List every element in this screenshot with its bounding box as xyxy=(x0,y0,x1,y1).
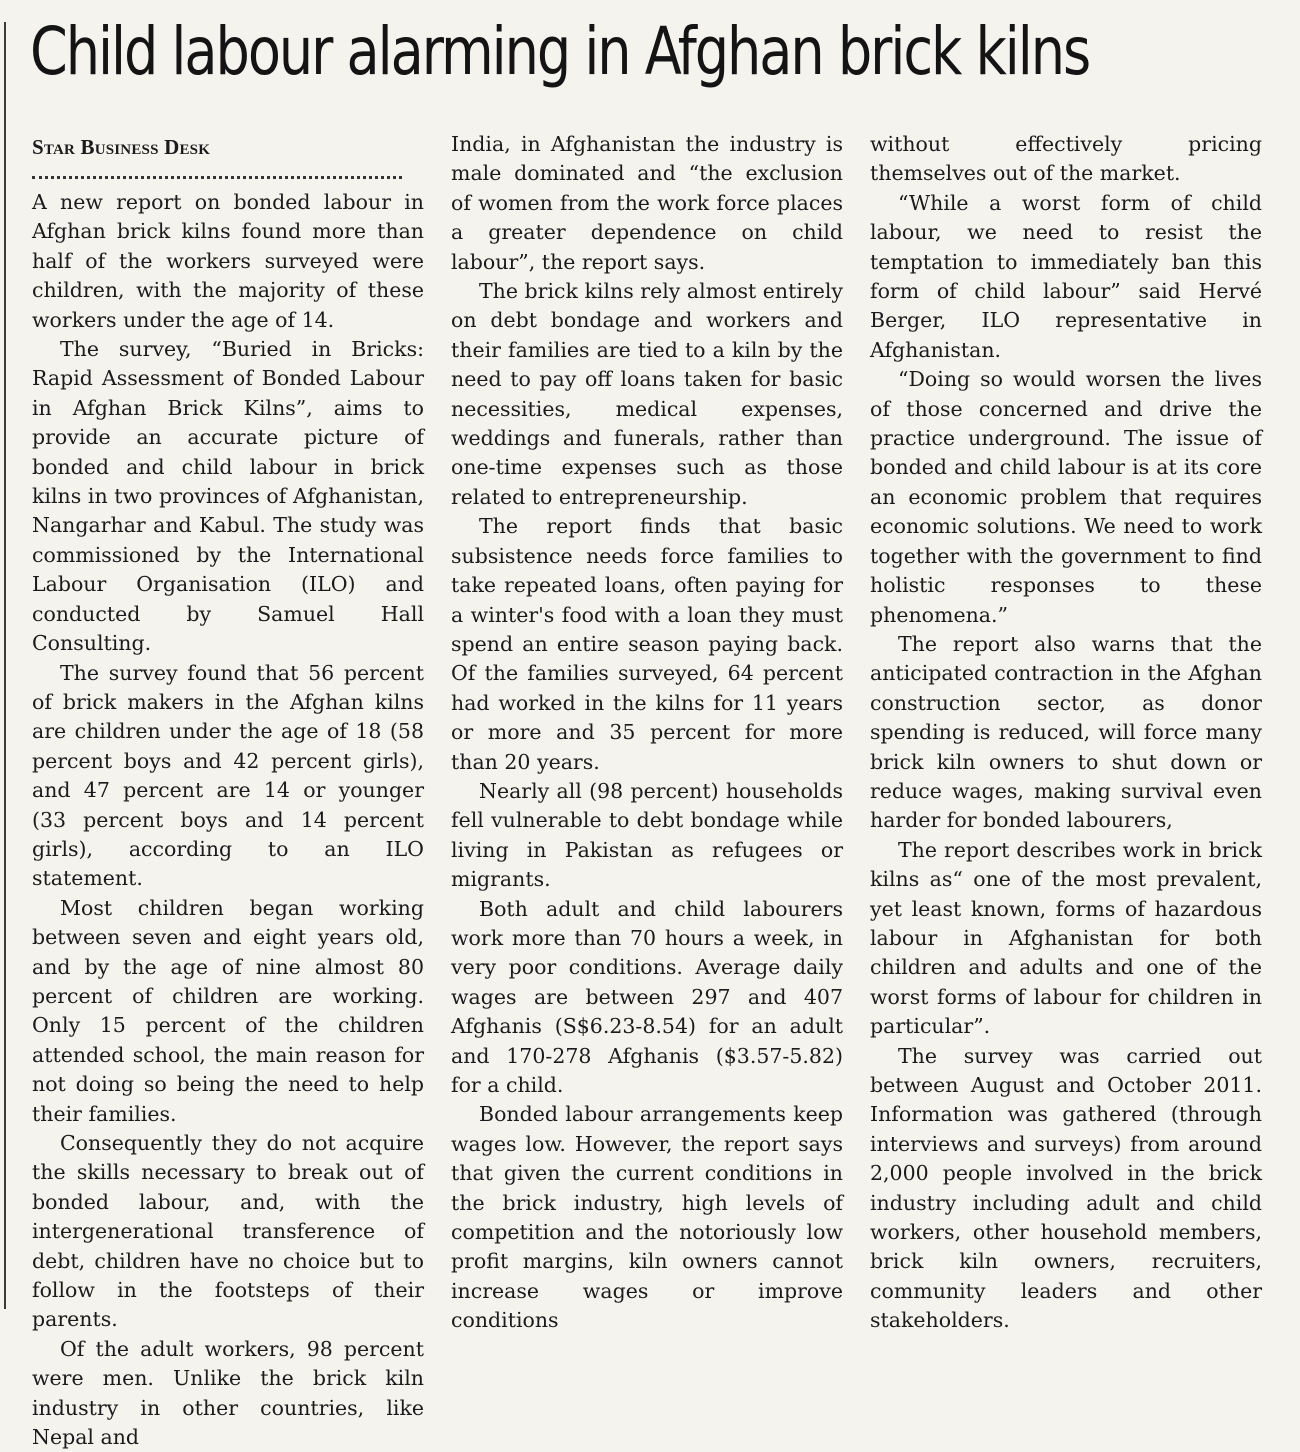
paragraph: The brick kilns rely almost entirely on debt bondage and workers and their families are tied to a kiln by the need to pay off loans taken for basic necessities, medical expenses, weddings and funerals, rather than one-time expenses such as those related to entrepreneurship. xyxy=(451,279,843,509)
paragraph: The report describes work in brick kilns as“ one of the most prevalent, yet least known, forms of hazardous labour in Afghanistan for both children and adults and one of the worst forms of labour for children in particular”. xyxy=(870,837,1262,1039)
byline: Star Business Desk xyxy=(32,135,211,159)
paragraph: The survey found that 56 percent of brick makers in the Afghan kilns are children under the age of 18 (58 percent boys and 42 percent girls), and 47 percent are 14 or younger (33 percent boys and 14 percent girls), according to an ILO statement. xyxy=(32,660,424,891)
paragraph: “While a worst form of child labour, we need to resist the temptation to immediately ban this form of child labour” said Hervé Berger, ILO representative in Afghanistan. xyxy=(870,190,1262,362)
paragraph: The report also warns that the anticipated contraction in the Afghan construction sector, as donor spending is reduced, will force many brick kiln owners to shut down or reduce wages, making survival even harder for bonded labourers, xyxy=(870,631,1262,833)
paragraph: The report finds that basic subsistence needs force families to take repeated loans, often paying for a winter's food with a loan they must spend an entire season paying back. Of the families surveyed, 64 percent had worked in the kilns for 11 years or more and 35 percent for more than 20 years. xyxy=(451,514,843,774)
paragraph: Nearly all (98 percent) households fell vulnerable to debt bondage while living in Pakistan as refugees or migrants. xyxy=(451,778,843,892)
paragraph: The survey was carried out between August and October 2011. Information was gathered (through interviews and surveys) from around 2,000 people involved in the brick industry including adult and child workers, other household members, brick kiln owners, recruiters, community leaders and other stakeholders. xyxy=(870,1043,1262,1333)
paragraph: A new report on bonded labour in Afghan brick kilns found more than half of the workers surveyed were children, with the majority of these workers under the age of 14. xyxy=(32,190,424,332)
left-column-rule xyxy=(4,22,6,1309)
article-column-3 xyxy=(870,130,1262,1336)
paragraph: “Doing so would worsen the lives of those concerned and drive the practice underground. The issue of bonded and child labour is at its core an economic problem that requires economic solutions. We need to work together with the government to find holistic responses to these phenomena.” xyxy=(870,367,1262,627)
article-column-2 xyxy=(451,130,843,1336)
article-column-1 xyxy=(32,130,424,1452)
paragraph: Both adult and child labourers work more than 70 hours a week, in very poor conditions. Average daily wages are between 297 and 407 Afghanis (S$6.23-8.54) for an adult and 170-278 Afghanis ($3.57-5.82) for a child. xyxy=(451,896,843,1097)
byline-dotted-rule xyxy=(32,164,402,179)
paragraph: Consequently they do not acquire the skills necessary to break out of bonded labour, and, with the intergenerational transference of debt, children have no choice but to follow in the footsteps of their parents. xyxy=(32,1131,424,1332)
paragraph: Of the adult workers, 98 percent were men. Unlike the brick kiln industry in other countries, like Nepal and xyxy=(32,1336,424,1450)
paragraph: The survey, “Buried in Bricks: Rapid Assessment of Bonded Labour in Afghan Brick Kilns”, aims to provide an accurate picture of bonded and child labour in brick kilns in two provinces of Afghanistan, Nangarhar and Kabul. The study was commissioned by the International Labour Organisation (ILO) and conducted by Samuel Hall Consulting. xyxy=(32,337,424,656)
paragraph: India, in Afghanistan the industry is male dominated and “the exclusion of women from the work force places a greater dependence on child labour”, the report says. xyxy=(451,132,843,274)
headline: Child labour alarming in Afghan brick kilns xyxy=(30,13,1090,90)
paragraph: Bonded labour arrangements keep wages low. However, the report says that given the current conditions in the brick industry, high levels of competition and the notoriously low profit margins, kiln owners cannot increase wages or improve conditions xyxy=(451,1102,843,1333)
paragraph: Most children began working between seven and eight years old, and by the age of nine almost 80 percent of children are working. Only 15 percent of the children attended school, the main reason for not doing so being the need to help their families. xyxy=(32,895,424,1126)
paragraph: without effectively pricing themselves out of the market. xyxy=(870,132,1262,186)
